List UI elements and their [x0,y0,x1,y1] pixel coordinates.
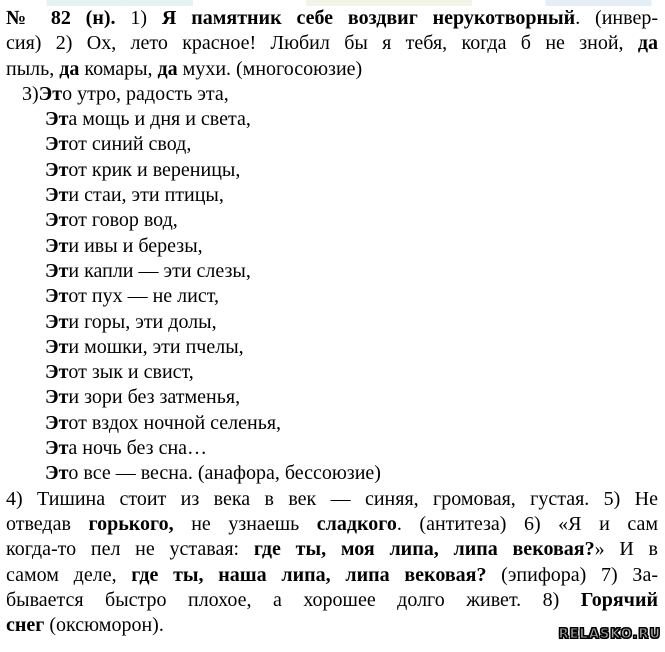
text-line [6,132,658,157]
bold-text-segment: Эт [45,411,69,434]
bold-text-segment: Эт [45,361,69,384]
watermark-relasko: RELASKO.RU [558,626,661,642]
text-segment: 4) Тишина стоит из века в век — синяя, громовая, густая. 5) Не [6,487,658,510]
text-line [6,158,658,183]
bold-text-segment: Эт [45,259,69,282]
text-segment: и ивы и березы, [68,234,203,257]
bold-text-segment: Эт [45,462,69,485]
text-segment: и стаи, эти птицы, [68,184,224,207]
bold-text-segment: Эт [45,184,69,207]
text-segment: (оксюморон). [44,614,164,637]
text-segment: от зык и свист, [68,361,194,384]
text-line [6,461,658,486]
text-segment: 3) [22,82,39,105]
text-segment: самом деле, [6,563,132,586]
text-segment: от вздох ночной селенья, [68,411,282,434]
text-segment: . (инвер- [575,7,658,29]
text-line [6,436,658,461]
text-segment: 1) [115,7,162,29]
text-line [6,335,658,360]
text-segment: . (антитеза) 6) «Я и сам [396,512,658,535]
text-segment: а ночь без сна… [68,437,208,460]
text-line [6,234,658,259]
text-segment: когда-то пел не уставая: [6,538,254,561]
bold-text-segment: снег [6,614,45,637]
bold-text-segment: где ты, наша липа, липа вековая? [131,563,487,586]
text-segment: и мошки, эти пчелы, [68,335,244,358]
text-line [6,588,658,613]
bold-text-segment: да [59,57,80,80]
text-line [6,6,658,31]
text-line [6,107,658,132]
text-line [6,57,658,82]
bold-text-segment: Эт [45,437,69,460]
bold-text-segment: Эт [45,108,69,131]
text-line [6,411,658,436]
text-segment: » И в [594,538,658,561]
text-segment: бывается быстро плохое, а хорошее долго живет. 8) [6,588,581,611]
bold-text-segment: Эт [45,133,69,156]
bold-text-segment: да [157,57,178,80]
text-segment: (эпифора) 7) За- [486,563,658,586]
text-line [6,487,658,512]
bold-text-segment: Эт [45,285,69,308]
text-line [6,310,658,335]
bold-text-segment: да [637,32,658,55]
text-segment: сия) 2) Ох, лето красное! Любил бы я тебя, когда б не зной, [6,32,638,55]
text-segment: о все — весна. (анафора, бессоюзие) [68,462,381,485]
text-segment: от крик и вереницы, [68,158,241,181]
bold-text-segment: Эт [45,335,69,358]
bold-text-segment: Эт [45,386,69,409]
text-line [6,385,658,410]
text-line [6,537,658,562]
bold-text-segment: где ты, моя липа, липа вековая? [253,538,595,561]
bold-text-segment: сладкого [316,512,397,535]
text-segment: и зори без затменья, [68,386,241,409]
text-line [6,512,658,537]
text-segment: не узнаешь [173,512,317,535]
text-segment: комары, [79,57,158,80]
bold-text-segment: Эт [45,310,69,333]
text-line [6,208,658,233]
text-line [6,183,658,208]
bold-text-segment: Горячий [580,588,658,611]
text-segment: от пух — не лист, [68,285,219,308]
text-segment: отведав [6,512,89,535]
text-segment: о утро, радость эта, [62,82,229,105]
bold-text-segment: Эт [45,158,69,181]
bold-text-segment: Эт [45,209,69,232]
text-segment: от синий свод, [68,133,192,156]
text-line [6,360,658,385]
text-segment: мухи. (многосоюзие) [177,57,363,80]
text-line [6,82,658,107]
scan-artifact-strip [0,0,665,6]
bold-text-segment: Эт [38,82,63,105]
text-line [6,284,658,309]
text-segment: и капли — эти слезы, [68,259,251,282]
bold-text-segment: Эт [45,234,69,257]
text-line [6,259,658,284]
bold-text-segment: № 82 (н). [6,7,116,29]
bold-text-segment: Я памятник себе воздвиг нерукотворный [161,7,576,29]
bold-text-segment: горького, [88,512,174,535]
text-segment: от говор вод, [68,209,178,232]
text-segment: и горы, эти долы, [68,310,217,333]
text-segment: пыль, [6,57,60,80]
text-line [6,563,658,588]
text-segment: а мощь и дня и света, [68,108,251,131]
text-line [6,31,658,56]
